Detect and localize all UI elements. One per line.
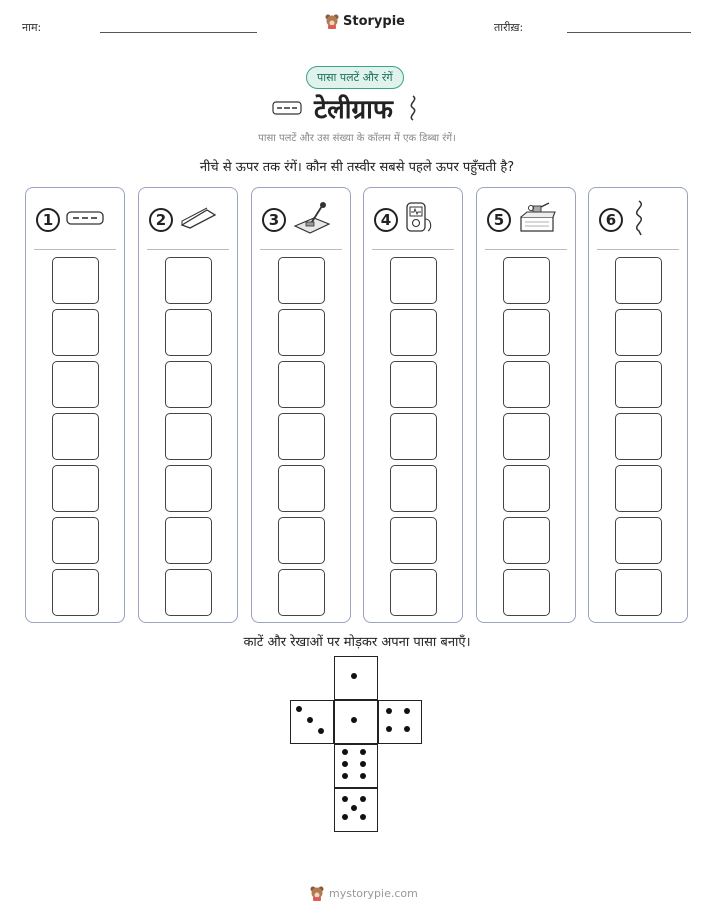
color-box[interactable]: [390, 309, 437, 356]
column-number: 5: [487, 208, 511, 232]
die-pip: [360, 749, 366, 755]
color-box[interactable]: [390, 569, 437, 616]
column-number: 3: [262, 208, 286, 232]
dice-net: [290, 656, 426, 836]
color-box[interactable]: [390, 257, 437, 304]
die-face: [378, 700, 422, 744]
color-box[interactable]: [52, 413, 99, 460]
color-box[interactable]: [278, 569, 325, 616]
color-box[interactable]: [165, 361, 212, 408]
column-divider: [147, 249, 229, 250]
color-box[interactable]: [503, 413, 550, 460]
bear-icon: [310, 886, 324, 901]
die-pip: [342, 749, 348, 755]
telegraph-key-icon: [292, 200, 332, 240]
color-box[interactable]: [390, 517, 437, 564]
page-subtitle: पासा पलटें और उस संख्या के कॉलम में एक डिब्बा रंगें।: [258, 133, 456, 144]
color-box[interactable]: [278, 517, 325, 564]
color-box[interactable]: [165, 309, 212, 356]
column-divider: [485, 249, 567, 250]
dash-code-icon: [66, 210, 104, 230]
dash-code-icon: [272, 101, 302, 115]
die-pip: [360, 761, 366, 767]
color-box[interactable]: [165, 569, 212, 616]
color-box[interactable]: [503, 361, 550, 408]
die-pip: [318, 728, 324, 734]
color-box[interactable]: [615, 361, 662, 408]
color-box[interactable]: [503, 257, 550, 304]
date-label: तारीख़:: [494, 21, 524, 34]
column-1: [25, 187, 125, 623]
footer: [310, 886, 418, 901]
die-pip: [342, 761, 348, 767]
column-4: [363, 187, 463, 623]
die-face: [334, 700, 378, 744]
color-box[interactable]: [52, 361, 99, 408]
color-box[interactable]: [165, 413, 212, 460]
column-divider: [260, 249, 342, 250]
color-box[interactable]: [278, 413, 325, 460]
color-box[interactable]: [615, 569, 662, 616]
column-divider: [597, 249, 679, 250]
die-pip: [360, 796, 366, 802]
die-pip: [351, 717, 357, 723]
eraser-bar-icon: [179, 207, 217, 233]
color-box[interactable]: [615, 413, 662, 460]
brand-name: Storypie: [343, 14, 405, 29]
column-divider: [34, 249, 116, 250]
die-face: [334, 744, 378, 788]
die-face: [290, 700, 334, 744]
column-2: [138, 187, 238, 623]
die-pip: [386, 726, 392, 732]
column-header: [599, 202, 677, 238]
column-number: 2: [149, 208, 173, 232]
dice-instruction: काटें और रेखाओं पर मोड़कर अपना पासा बनाएँ।: [243, 635, 471, 650]
wire-squiggle-icon: [405, 95, 421, 121]
color-box[interactable]: [390, 465, 437, 512]
activity-badge: पासा पलटें और रंगें: [306, 66, 404, 89]
column-number: 1: [36, 208, 60, 232]
color-box[interactable]: [615, 465, 662, 512]
color-box[interactable]: [165, 517, 212, 564]
column-6: [588, 187, 688, 623]
column-number: 4: [374, 208, 398, 232]
column-header: [374, 202, 452, 238]
telegraph-machine-icon: [517, 201, 557, 239]
page-instruction: नीचे से ऊपर तक रंगें। कौन सी तस्वीर सबसे पहले ऊपर पहुँचती है?: [199, 160, 515, 175]
die-pip: [351, 673, 357, 679]
color-box[interactable]: [52, 309, 99, 356]
receiver-device-icon: [404, 201, 434, 239]
die-face: [334, 656, 378, 700]
die-pip: [360, 814, 366, 820]
column-header: [36, 202, 114, 238]
column-header: [487, 202, 565, 238]
color-box[interactable]: [52, 257, 99, 304]
bear-icon: [325, 14, 339, 29]
color-box[interactable]: [52, 465, 99, 512]
color-box[interactable]: [503, 569, 550, 616]
column-number: 6: [599, 208, 623, 232]
die-pip: [342, 814, 348, 820]
column-divider: [372, 249, 454, 250]
column-header: [262, 202, 340, 238]
die-pip: [307, 717, 313, 723]
column-header: [149, 202, 227, 238]
color-box[interactable]: [503, 517, 550, 564]
die-face: [334, 788, 378, 832]
die-pip: [404, 708, 410, 714]
storypie-logo: [325, 14, 405, 29]
color-box[interactable]: [165, 257, 212, 304]
die-pip: [342, 773, 348, 779]
color-box[interactable]: [615, 257, 662, 304]
color-box[interactable]: [503, 309, 550, 356]
color-box[interactable]: [390, 413, 437, 460]
color-box[interactable]: [278, 257, 325, 304]
die-pip: [342, 796, 348, 802]
page-title-row: [272, 90, 421, 126]
color-box[interactable]: [615, 309, 662, 356]
color-box[interactable]: [390, 361, 437, 408]
footer-site[interactable]: mystorypie.com: [329, 887, 418, 900]
date-field[interactable]: [567, 32, 691, 33]
die-pip: [351, 805, 357, 811]
die-pip: [360, 773, 366, 779]
color-box[interactable]: [278, 309, 325, 356]
column-3: [251, 187, 351, 623]
color-box[interactable]: [278, 465, 325, 512]
color-box[interactable]: [52, 569, 99, 616]
color-box[interactable]: [503, 465, 550, 512]
color-box[interactable]: [278, 361, 325, 408]
wire-squiggle-icon: [629, 199, 649, 241]
page-title: टेलीग्राफ: [314, 95, 393, 125]
color-box[interactable]: [615, 517, 662, 564]
color-box[interactable]: [165, 465, 212, 512]
die-pip: [296, 706, 302, 712]
color-box[interactable]: [52, 517, 99, 564]
die-pip: [386, 708, 392, 714]
die-pip: [404, 726, 410, 732]
name-label: नाम:: [22, 21, 42, 34]
column-5: [476, 187, 576, 623]
name-field[interactable]: [100, 32, 257, 33]
